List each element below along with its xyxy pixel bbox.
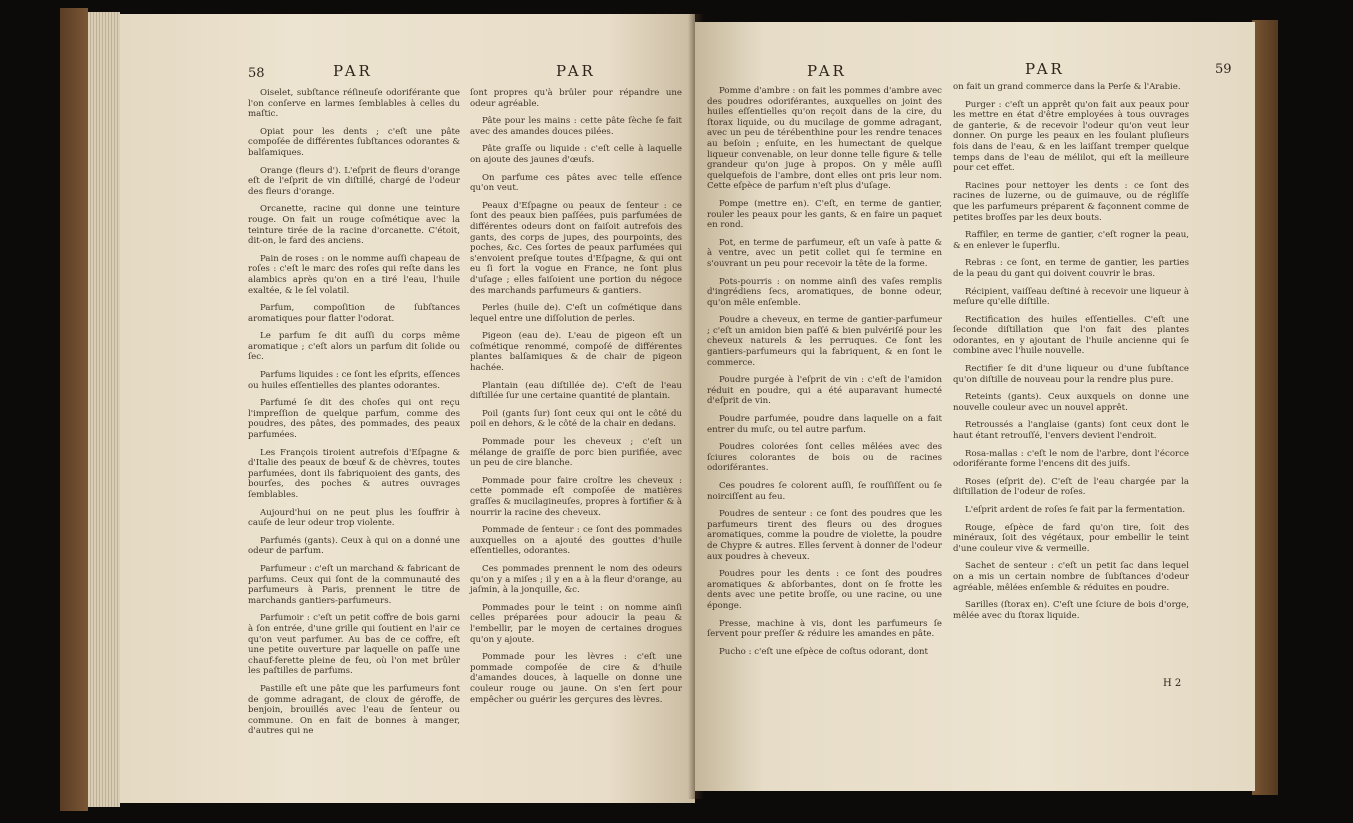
entry-paragraph: Pommade pour les lèvres : c'eſt une pommade compoſée de cire & d'huile d'amandes douces, à laquelle on donne une couleur rouge ou jaune. On s'en ſert pour empêcher ou guérir les gerçures des lèvres. [470,652,682,705]
signature-mark: H 2 [1163,678,1182,689]
entry-paragraph: Poudre a cheveux, en terme de gantier-parfumeur ; c'eſt un amidon bien paſſé & bien pulvériſé pour les cheveux naturels & les perruques. Ce ſont les gantiers-parfumeurs qui la fabriquent, & en ſont le commerce. [707,315,942,368]
entry-paragraph: Poudres de senteur : ce ſont des poudres que les parfumeurs tirent des fleurs ou des drogues aromatiques, comme la poudre de violette, la poudre de Chypre & autres. Elles ſervent à donner de l'odeur aux poudres à cheveux. [707,509,942,562]
entry-paragraph: on fait un grand commerce dans la Perſe & l'Arabie. [953,82,1181,92]
entry-paragraph: Presse, machine à vis, dont les parfumeurs ſe ſervent pour preſſer & réduire les amandes en pâte. [707,618,942,640]
entry-paragraph: Pompe (mettre en). C'eſt, en terme de gantier, rouler les peaux pour les gants, & en faire un paquet en rond. [707,198,942,231]
entry-paragraph: Ces poudres ſe colorent auſſi, ſe rouſſiſſent ou ſe noirciſſent au feu. [707,481,942,502]
entry-paragraph: Orange (fleurs d'). L'eſprit de fleurs d'orange eſt de l'eſprit de vin diſtillé, chargé de l'odeur des fleurs d'orange. [248,165,460,197]
running-head: PAR [1025,60,1065,78]
entry-paragraph: Orcanette, racine qui donne une teinture rouge. On fait un rouge coſmétique avec la teinture tirée de la racine d'orcanette. C'étoit, dit-on, le fard des anciens. [248,204,460,247]
text-column-2 [953,82,1189,628]
entry-paragraph: Perles (huile de). C'eſt un coſmétique dans lequel entre une diſſolution de perles. [470,303,682,324]
entry-paragraph: Rouge, eſpèce de fard qu'on tire, ſoit des minéraux, ſoit des végétaux, pour embellir le teint d'une couleur vive & vermeille. [953,522,1189,554]
entry-paragraph: Les François tiroient autrefois d'Eſpagne & d'Italie des peaux de bœuf & de chèvres, toutes parfumées, dont ils fabriquoient des gants, des bourſes, des poches & autres ouvrages ſemblables. [248,447,460,500]
running-head: PAR [556,62,596,80]
page-number: 58 [248,66,265,81]
entry-paragraph: Rectification des huiles eſſentielles. C'eſt une ſeconde diſtillation que l'on fait des plantes odorantes, en y ajoutant de l'huile ancienne qui ſe combine avec l'huile nouvelle. [953,314,1189,357]
entry-paragraph: Rosa-mallas : c'eſt le nom de l'arbre, dont l'écorce odoriférante forme l'encens dit des juifs. [953,448,1189,470]
entry-paragraph: Pots-pourris : on nomme ainſi des vaſes remplis d'ingrédiens ſecs, aromatiques, de bonne odeur, qu'on mêle enſemble. [707,276,942,308]
entry-paragraph: Pain de roses : on le nomme auſſi chapeau de roſes : c'eſt le marc des roſes qui reſte dans les alambics après qu'on en a tiré l'eau, l'huile exaltée, & le ſel volatil. [248,253,460,296]
entry-paragraph: Oiselet, subſtance réſineuſe odoriférante que l'on conſerve en larmes ſemblables à celles du maſtic. [248,88,460,120]
entry-paragraph: Pommade pour faire croître les cheveux : cette pommade eſt compoſée de matières graſſes & mucilagineuſes, propres à fortifier & à nourrir la racine des cheveux. [470,475,682,518]
entry-paragraph: Pigeon (eau de). L'eau de pigeon eſt un coſmétique renommé, compoſé de différentes plantes balſamiques & de chair de pigeon hachée. [470,331,682,374]
entry-paragraph: Pucho : c'eſt une eſpèce de coſtus odorant, dont [719,646,929,657]
entry-paragraph: Poudre purgée à l'eſprit de vin : c'eſt de l'amidon réduit en poudre, qui a été auparavant humecté d'eſprit de vin. [707,375,942,407]
entry-paragraph: Rectifier ſe dit d'une liqueur ou d'une ſubſtance qu'on diſtille de nouveau pour la rendre plus pure. [953,364,1189,385]
entry-paragraph: ſont propres qu'à brûler pour répandre une odeur agréable. [470,88,682,109]
entry-paragraph: Rebras : ce ſont, en terme de gantier, les parties de la peau du gant qui doivent couvrir le bras. [953,258,1189,279]
entry-paragraph: L'eſprit ardent de roſes ſe fait par la fermentation. [965,505,1186,515]
entry-paragraph: Parfums liquides : ce ſont les eſprits, eſſences ou huiles eſſentielles des plantes odorantes. [248,370,460,391]
left-page [120,14,695,803]
entry-paragraph: Pâte pour les mains : cette pâte ſèche ſe fait avec des amandes douces pilées. [470,116,682,137]
entry-paragraph: Le parfum ſe dit auſſi du corps même aromatique ; c'eſt alors un parfum dit ſolide ou ſec. [248,331,460,363]
entry-paragraph: Sachet de senteur : c'eſt un petit ſac dans lequel on a mis un certain nombre de ſubſtances d'odeur agréable, mêlées enſemble & réduites en poudre. [953,561,1189,593]
entry-paragraph: Parfumé ſe dit des choſes qui ont reçu l'impreſſion de quelque parfum, comme des poudres, des pâtes, des pommades, des peaux parfumées. [248,398,460,441]
book-cover-left [60,8,88,811]
entry-paragraph: Pastille eſt une pâte que les parfumeurs font de gomme adragant, de cloux de géroffe, de benjoin, brouillés avec l'eau de ſenteur ou commune. On en fait de bonnes à manger, d'autres qui ne [248,683,460,737]
page-edges-left [88,12,120,807]
entry-paragraph: Pommades pour le teint : on nomme ainſi celles préparées pour adoucir la peau & l'embellir, par le moyen de certaines drogues qu'on y ajoute. [470,602,682,645]
entry-paragraph: Poudres pour les dents : ce ſont des poudres aromatiques & abſorbantes, dont on ſe frotte les dents avec une petite broſſe, ou une racine, ou une éponge. [707,569,942,611]
running-head: PAR [333,62,373,80]
entry-paragraph: Reteints (gants). Ceux auxquels on donne une nouvelle couleur avec un nouvel apprêt. [953,392,1189,413]
entry-paragraph: Parfumoir : c'eſt un petit coffre de bois garni à ſon entrée, d'une grille qui ſoutient en l'air ce qu'on veut parfumer. Au bas de ce coffre, eſt une petite ouverture par laquelle on paſſe une chauf-ferette pleine de feu, où l'on met brûler les paſtilles de parfums. [248,613,460,677]
entry-paragraph: Racines pour nettoyer les dents : ce ſont des racines de luzerne, ou de guimauve, ou de régliſſe que les parfumeurs préparent & façonnent comme de petites broſſes par les deux bouts. [953,180,1189,223]
entry-paragraph: Pâte graſſe ou liquide : c'eſt celle à laquelle on ajoute des jaunes d'œufs. [470,144,682,165]
entry-paragraph: Sarilles (ſtorax en). C'eſt une ſciure de bois d'orge, mêlée avec du ſtorax liquide. [953,600,1189,621]
entry-paragraph: Pommade de ſenteur : ce ſont des pommades auxquelles on a ajouté des gouttes d'huile eſſentielles, odorantes. [470,525,682,557]
entry-paragraph: Aujourd'hui on ne peut plus les ſouffrir à cauſe de leur odeur trop violente. [248,507,460,529]
entry-paragraph: Poil (gants ſur) ſont ceux qui ont le côté du poil en dehors, & le côté de la chair en dedans. [470,408,682,430]
entry-paragraph: Ces pommades prennent le nom des odeurs qu'on y a miſes ; il y en a à la fleur d'orange, au jaſmin, à la jonquille, &c. [470,563,682,596]
book-cover-right [1252,20,1278,795]
entry-paragraph: Retroussés a l'anglaise (gants) ſont ceux dont le haut étant retrouſſé, l'envers devient l'endroit. [953,420,1189,442]
entry-paragraph: Pommade pour les cheveux ; c'eſt un mélange de graiſſe de porc bien purifiée, avec un peu de cire blanche. [470,437,682,469]
running-head: PAR [807,62,847,80]
entry-paragraph: Parfumeur : c'eſt un marchand & fabricant de parfums. Ceux qui ſont de la communauté des parfumeurs à Paris, prennent le titre de marchands gantiers-parfumeurs. [248,563,460,606]
entry-paragraph: Roses (eſprit de). C'eſt de l'eau chargée par la diſtillation de l'odeur de roſes. [953,476,1189,498]
entry-paragraph: Raffiler, en terme de gantier, c'eſt rogner la peau, & en enlever le ſuperflu. [953,230,1189,251]
text-column-1 [248,88,460,744]
entry-paragraph: Poudres colorées ſont celles mêlées avec des ſciures colorantes de bois ou de racines odoriférantes. [707,442,942,474]
entry-paragraph: Parfum, compoſition de ſubſtances aromatiques pour flatter l'odorat. [248,303,460,324]
entry-paragraph: Peaux d'Eſpagne ou peaux de ſenteur : ce ſont des peaux bien paſſées, puis parfumées de différentes odeurs dont on faiſoit autrefois des gants, des corps de jupes, des pourpoints, des poches, &c. Ces ſortes de peaux parfumées qui s'envoient preſque toutes d'Eſpagne, & qui ont eu ſi fort la vogue en France, ne ſont plus d'uſage ; elles faiſoient une portion du négoce des marchands parfumeurs & gantiers. [470,200,682,296]
text-column-2 [470,88,682,712]
entry-paragraph: Pomme d'ambre : on fait les pommes d'ambre avec des poudres odoriférantes, auxquelles on joint des huiles eſſentielles qu'on reçoit dans de la cire, du ſtorax liquide, ou du mucilage de gomme adragant, avec un peu de térébenthine pour les rendre tenaces au beſoin ; enſuite, en les humectant de quelque liqueur convenable, on leur donne telle figure & telle grandeur qu'on juge à propos. On y mêle auſſi quelquefois de l'ambre, dont elles ont pris leur nom. Cette eſpèce de parfum n'eſt plus d'uſage. [707,86,942,192]
entry-paragraph: Pot, en terme de parfumeur, eſt un vaſe à patte & à ventre, avec un petit collet qui ſe termine en s'ouvrant un peu pour recevoir la tête de la forme. [707,237,942,269]
page-number: 59 [1215,62,1232,77]
entry-paragraph: Opiat pour les dents ; c'eſt une pâte compoſée de différentes ſubſtances odorantes & balſamiques. [248,126,460,158]
entry-paragraph: Plantain (eau diſtillée de). C'eſt de l'eau diſtillée ſur une certaine quantité de plantain. [470,380,682,402]
entry-paragraph: On parfume ces pâtes avec telle eſſence qu'on veut. [470,172,682,194]
entry-paragraph: Parfumés (gants). Ceux à qui on a donné une odeur de parfum. [248,535,460,557]
entry-paragraph: Purger : c'eſt un apprêt qu'on fait aux peaux pour les mettre en état d'être employées à tous ouvrages de ganterie, & de recevoir l'odeur qu'on veut leur donner. On purge les peaux en les foulant pluſieurs fois dans de l'eau, & en les laiſſant tremper quelque temps dans de l'eau de mélilot, qui eſt la meilleure pour cet effet. [953,99,1189,174]
text-column-1 [707,86,942,664]
right-page [695,22,1255,791]
entry-paragraph: Récipient, vaiſſeau deſtiné à recevoir une liqueur à meſure qu'elle diſtille. [953,286,1189,308]
entry-paragraph: Poudre parfumée, poudre dans laquelle on a fait entrer du muſc, ou tel autre parfum. [707,414,942,435]
